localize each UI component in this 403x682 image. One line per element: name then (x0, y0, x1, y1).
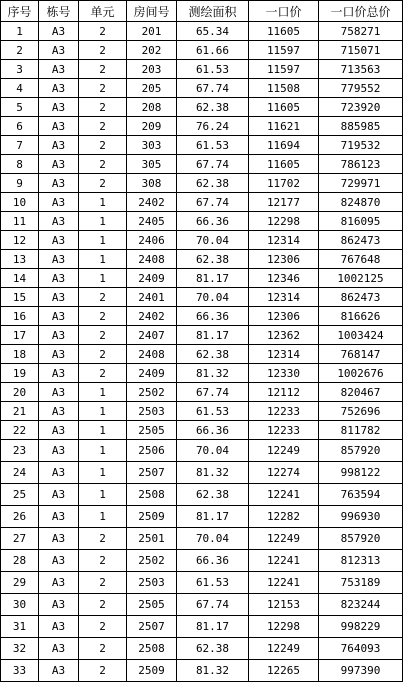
cell-index: 11 (1, 212, 39, 231)
table-row (1, 345, 403, 364)
cell-index: 10 (1, 193, 39, 212)
cell-building: A3 (39, 136, 79, 155)
cell-area: 61.53 (177, 572, 249, 594)
cell-area: 66.36 (177, 550, 249, 572)
cell-index: 21 (1, 402, 39, 421)
cell-index: 6 (1, 117, 39, 136)
cell-index: 28 (1, 550, 39, 572)
table-row (1, 117, 403, 136)
cell-unit: 2 (79, 155, 127, 174)
cell-building: A3 (39, 550, 79, 572)
cell-building: A3 (39, 345, 79, 364)
cell-room: 2502 (127, 383, 177, 402)
cell-building: A3 (39, 364, 79, 383)
cell-building: A3 (39, 326, 79, 345)
table-row (1, 212, 403, 231)
cell-building: A3 (39, 638, 79, 660)
table-body (1, 22, 403, 682)
cell-total-price: 729971 (319, 174, 403, 193)
cell-total-price: 820467 (319, 383, 403, 402)
cell-index: 27 (1, 528, 39, 550)
cell-room: 2508 (127, 484, 177, 506)
cell-area: 81.32 (177, 364, 249, 383)
cell-total-price: 786123 (319, 155, 403, 174)
cell-room: 2402 (127, 193, 177, 212)
cell-unit-price: 11702 (249, 174, 319, 193)
cell-room: 305 (127, 155, 177, 174)
cell-room: 2507 (127, 616, 177, 638)
cell-area: 70.04 (177, 440, 249, 462)
cell-index: 1 (1, 22, 39, 41)
cell-index: 32 (1, 638, 39, 660)
table-row (1, 440, 403, 462)
table-row (1, 594, 403, 616)
cell-unit: 2 (79, 307, 127, 326)
cell-total-price: 1002125 (319, 269, 403, 288)
table-row (1, 364, 403, 383)
table-row (1, 421, 403, 440)
cell-room: 2505 (127, 594, 177, 616)
cell-area: 62.38 (177, 484, 249, 506)
table-row (1, 660, 403, 682)
cell-unit-price: 12233 (249, 402, 319, 421)
cell-room: 209 (127, 117, 177, 136)
header-area: 测绘面积 (177, 1, 249, 22)
table-row (1, 269, 403, 288)
cell-unit: 1 (79, 462, 127, 484)
cell-index: 31 (1, 616, 39, 638)
cell-area: 67.74 (177, 594, 249, 616)
cell-area: 61.53 (177, 60, 249, 79)
header-unit: 单元 (79, 1, 127, 22)
cell-index: 26 (1, 506, 39, 528)
table-row (1, 550, 403, 572)
cell-room: 2509 (127, 660, 177, 682)
cell-area: 81.32 (177, 660, 249, 682)
cell-total-price: 1002676 (319, 364, 403, 383)
cell-room: 2505 (127, 421, 177, 440)
cell-building: A3 (39, 60, 79, 79)
cell-room: 2408 (127, 250, 177, 269)
cell-total-price: 1003424 (319, 326, 403, 345)
cell-total-price: 885985 (319, 117, 403, 136)
cell-unit-price: 11597 (249, 41, 319, 60)
cell-unit-price: 11597 (249, 60, 319, 79)
cell-unit-price: 11508 (249, 79, 319, 98)
table-row (1, 383, 403, 402)
cell-area: 81.17 (177, 506, 249, 528)
cell-total-price: 857920 (319, 440, 403, 462)
cell-unit: 1 (79, 402, 127, 421)
table-row (1, 231, 403, 250)
cell-unit-price: 12265 (249, 660, 319, 682)
table-row (1, 250, 403, 269)
cell-area: 61.53 (177, 136, 249, 155)
cell-area: 62.38 (177, 250, 249, 269)
cell-unit: 1 (79, 212, 127, 231)
cell-index: 12 (1, 231, 39, 250)
cell-total-price: 763594 (319, 484, 403, 506)
cell-building: A3 (39, 572, 79, 594)
cell-total-price: 752696 (319, 402, 403, 421)
header-total-price: 一口价总价 (319, 1, 403, 22)
cell-area: 66.36 (177, 421, 249, 440)
table-row (1, 22, 403, 41)
cell-total-price: 816095 (319, 212, 403, 231)
cell-room: 2408 (127, 345, 177, 364)
cell-building: A3 (39, 616, 79, 638)
cell-area: 81.17 (177, 326, 249, 345)
cell-unit-price: 12233 (249, 421, 319, 440)
table-row (1, 326, 403, 345)
cell-unit: 2 (79, 22, 127, 41)
cell-index: 20 (1, 383, 39, 402)
cell-building: A3 (39, 660, 79, 682)
cell-building: A3 (39, 79, 79, 98)
cell-index: 8 (1, 155, 39, 174)
cell-index: 24 (1, 462, 39, 484)
table-row (1, 572, 403, 594)
cell-index: 17 (1, 326, 39, 345)
cell-index: 2 (1, 41, 39, 60)
table-row (1, 41, 403, 60)
cell-area: 62.38 (177, 98, 249, 117)
cell-unit: 2 (79, 136, 127, 155)
cell-building: A3 (39, 155, 79, 174)
cell-area: 81.32 (177, 462, 249, 484)
table-row (1, 484, 403, 506)
table-row (1, 307, 403, 326)
cell-unit-price: 12282 (249, 506, 319, 528)
cell-unit: 2 (79, 117, 127, 136)
cell-index: 4 (1, 79, 39, 98)
cell-area: 65.34 (177, 22, 249, 41)
cell-total-price: 862473 (319, 231, 403, 250)
cell-total-price: 824870 (319, 193, 403, 212)
cell-index: 15 (1, 288, 39, 307)
cell-index: 29 (1, 572, 39, 594)
cell-room: 2409 (127, 269, 177, 288)
cell-unit-price: 12306 (249, 250, 319, 269)
cell-room: 2506 (127, 440, 177, 462)
cell-index: 14 (1, 269, 39, 288)
cell-total-price: 713563 (319, 60, 403, 79)
cell-unit-price: 12249 (249, 638, 319, 660)
cell-unit-price: 12314 (249, 231, 319, 250)
cell-area: 67.74 (177, 193, 249, 212)
cell-unit: 2 (79, 60, 127, 79)
table-row (1, 193, 403, 212)
cell-unit: 2 (79, 288, 127, 307)
cell-area: 67.74 (177, 79, 249, 98)
cell-building: A3 (39, 212, 79, 231)
cell-unit-price: 12241 (249, 484, 319, 506)
table-row (1, 506, 403, 528)
cell-unit-price: 12298 (249, 616, 319, 638)
cell-building: A3 (39, 506, 79, 528)
cell-room: 2407 (127, 326, 177, 345)
cell-total-price: 753189 (319, 572, 403, 594)
cell-unit-price: 12241 (249, 550, 319, 572)
cell-area: 66.36 (177, 212, 249, 231)
cell-total-price: 715071 (319, 41, 403, 60)
cell-index: 30 (1, 594, 39, 616)
cell-unit-price: 12249 (249, 528, 319, 550)
cell-room: 2405 (127, 212, 177, 231)
cell-total-price: 768147 (319, 345, 403, 364)
cell-unit: 2 (79, 660, 127, 682)
cell-room: 308 (127, 174, 177, 193)
cell-total-price: 767648 (319, 250, 403, 269)
cell-building: A3 (39, 484, 79, 506)
cell-room: 2402 (127, 307, 177, 326)
cell-building: A3 (39, 41, 79, 60)
cell-building: A3 (39, 193, 79, 212)
cell-room: 2503 (127, 572, 177, 594)
table-row (1, 79, 403, 98)
cell-building: A3 (39, 383, 79, 402)
cell-building: A3 (39, 98, 79, 117)
cell-area: 61.53 (177, 402, 249, 421)
cell-unit-price: 12362 (249, 326, 319, 345)
cell-unit-price: 12112 (249, 383, 319, 402)
cell-area: 62.38 (177, 174, 249, 193)
cell-unit: 2 (79, 174, 127, 193)
cell-unit-price: 11605 (249, 98, 319, 117)
cell-unit: 1 (79, 506, 127, 528)
header-index: 序号 (1, 1, 39, 22)
table-row (1, 528, 403, 550)
cell-building: A3 (39, 528, 79, 550)
cell-total-price: 719532 (319, 136, 403, 155)
cell-total-price: 997390 (319, 660, 403, 682)
cell-index: 25 (1, 484, 39, 506)
cell-building: A3 (39, 594, 79, 616)
cell-unit-price: 11605 (249, 22, 319, 41)
cell-building: A3 (39, 402, 79, 421)
cell-total-price: 862473 (319, 288, 403, 307)
table-row (1, 462, 403, 484)
cell-unit: 1 (79, 484, 127, 506)
cell-unit-price: 12314 (249, 345, 319, 364)
cell-unit: 2 (79, 572, 127, 594)
cell-index: 23 (1, 440, 39, 462)
cell-index: 16 (1, 307, 39, 326)
cell-total-price: 723920 (319, 98, 403, 117)
cell-room: 2503 (127, 402, 177, 421)
cell-unit: 1 (79, 250, 127, 269)
cell-room: 2509 (127, 506, 177, 528)
cell-total-price: 779552 (319, 79, 403, 98)
cell-unit: 2 (79, 616, 127, 638)
cell-total-price: 811782 (319, 421, 403, 440)
cell-room: 205 (127, 79, 177, 98)
cell-room: 2409 (127, 364, 177, 383)
cell-unit: 2 (79, 79, 127, 98)
cell-total-price: 996930 (319, 506, 403, 528)
cell-total-price: 812313 (319, 550, 403, 572)
cell-unit: 1 (79, 421, 127, 440)
cell-unit: 2 (79, 326, 127, 345)
cell-index: 5 (1, 98, 39, 117)
cell-index: 3 (1, 60, 39, 79)
cell-total-price: 816626 (319, 307, 403, 326)
table-row (1, 402, 403, 421)
cell-index: 22 (1, 421, 39, 440)
cell-unit-price: 12274 (249, 462, 319, 484)
cell-room: 208 (127, 98, 177, 117)
cell-building: A3 (39, 288, 79, 307)
cell-unit: 2 (79, 594, 127, 616)
cell-building: A3 (39, 462, 79, 484)
table-row (1, 616, 403, 638)
cell-building: A3 (39, 22, 79, 41)
cell-area: 76.24 (177, 117, 249, 136)
cell-unit-price: 11621 (249, 117, 319, 136)
cell-index: 18 (1, 345, 39, 364)
cell-room: 201 (127, 22, 177, 41)
cell-unit: 1 (79, 440, 127, 462)
cell-area: 70.04 (177, 288, 249, 307)
cell-total-price: 998229 (319, 616, 403, 638)
cell-total-price: 764093 (319, 638, 403, 660)
cell-unit-price: 12330 (249, 364, 319, 383)
cell-unit-price: 12249 (249, 440, 319, 462)
table-row (1, 60, 403, 79)
cell-index: 9 (1, 174, 39, 193)
cell-unit: 1 (79, 193, 127, 212)
cell-unit-price: 12298 (249, 212, 319, 231)
cell-unit: 2 (79, 364, 127, 383)
cell-building: A3 (39, 440, 79, 462)
cell-total-price: 998122 (319, 462, 403, 484)
cell-area: 67.74 (177, 155, 249, 174)
table-row (1, 136, 403, 155)
cell-building: A3 (39, 421, 79, 440)
cell-unit: 2 (79, 41, 127, 60)
table-row (1, 174, 403, 193)
cell-index: 13 (1, 250, 39, 269)
header-building: 栋号 (39, 1, 79, 22)
cell-building: A3 (39, 174, 79, 193)
cell-area: 62.38 (177, 345, 249, 364)
cell-building: A3 (39, 269, 79, 288)
cell-total-price: 758271 (319, 22, 403, 41)
cell-unit-price: 11605 (249, 155, 319, 174)
cell-unit: 2 (79, 638, 127, 660)
cell-unit: 2 (79, 98, 127, 117)
cell-index: 33 (1, 660, 39, 682)
cell-area: 81.17 (177, 269, 249, 288)
cell-building: A3 (39, 307, 79, 326)
cell-unit-price: 11694 (249, 136, 319, 155)
cell-unit-price: 12241 (249, 572, 319, 594)
cell-unit-price: 12306 (249, 307, 319, 326)
cell-index: 19 (1, 364, 39, 383)
cell-unit: 1 (79, 383, 127, 402)
cell-area: 70.04 (177, 528, 249, 550)
table-row (1, 288, 403, 307)
cell-building: A3 (39, 250, 79, 269)
cell-total-price: 823244 (319, 594, 403, 616)
cell-room: 2502 (127, 550, 177, 572)
cell-room: 303 (127, 136, 177, 155)
cell-room: 2501 (127, 528, 177, 550)
cell-unit: 1 (79, 269, 127, 288)
cell-area: 66.36 (177, 307, 249, 326)
cell-unit: 1 (79, 231, 127, 250)
cell-room: 2507 (127, 462, 177, 484)
cell-unit-price: 12177 (249, 193, 319, 212)
cell-unit: 2 (79, 550, 127, 572)
cell-room: 2406 (127, 231, 177, 250)
cell-area: 67.74 (177, 383, 249, 402)
table-row (1, 155, 403, 174)
cell-area: 81.17 (177, 616, 249, 638)
cell-room: 2401 (127, 288, 177, 307)
cell-area: 70.04 (177, 231, 249, 250)
cell-room: 2508 (127, 638, 177, 660)
cell-area: 62.38 (177, 638, 249, 660)
header-room: 房间号 (127, 1, 177, 22)
cell-unit-price: 12153 (249, 594, 319, 616)
table-row (1, 98, 403, 117)
cell-unit-price: 12346 (249, 269, 319, 288)
header-row (1, 1, 403, 22)
cell-room: 203 (127, 60, 177, 79)
cell-area: 61.66 (177, 41, 249, 60)
cell-building: A3 (39, 231, 79, 250)
cell-unit: 2 (79, 345, 127, 364)
cell-total-price: 857920 (319, 528, 403, 550)
cell-room: 202 (127, 41, 177, 60)
cell-unit: 2 (79, 528, 127, 550)
cell-unit-price: 12314 (249, 288, 319, 307)
cell-index: 7 (1, 136, 39, 155)
cell-building: A3 (39, 117, 79, 136)
table-row (1, 638, 403, 660)
header-unit-price: 一口价 (249, 1, 319, 22)
